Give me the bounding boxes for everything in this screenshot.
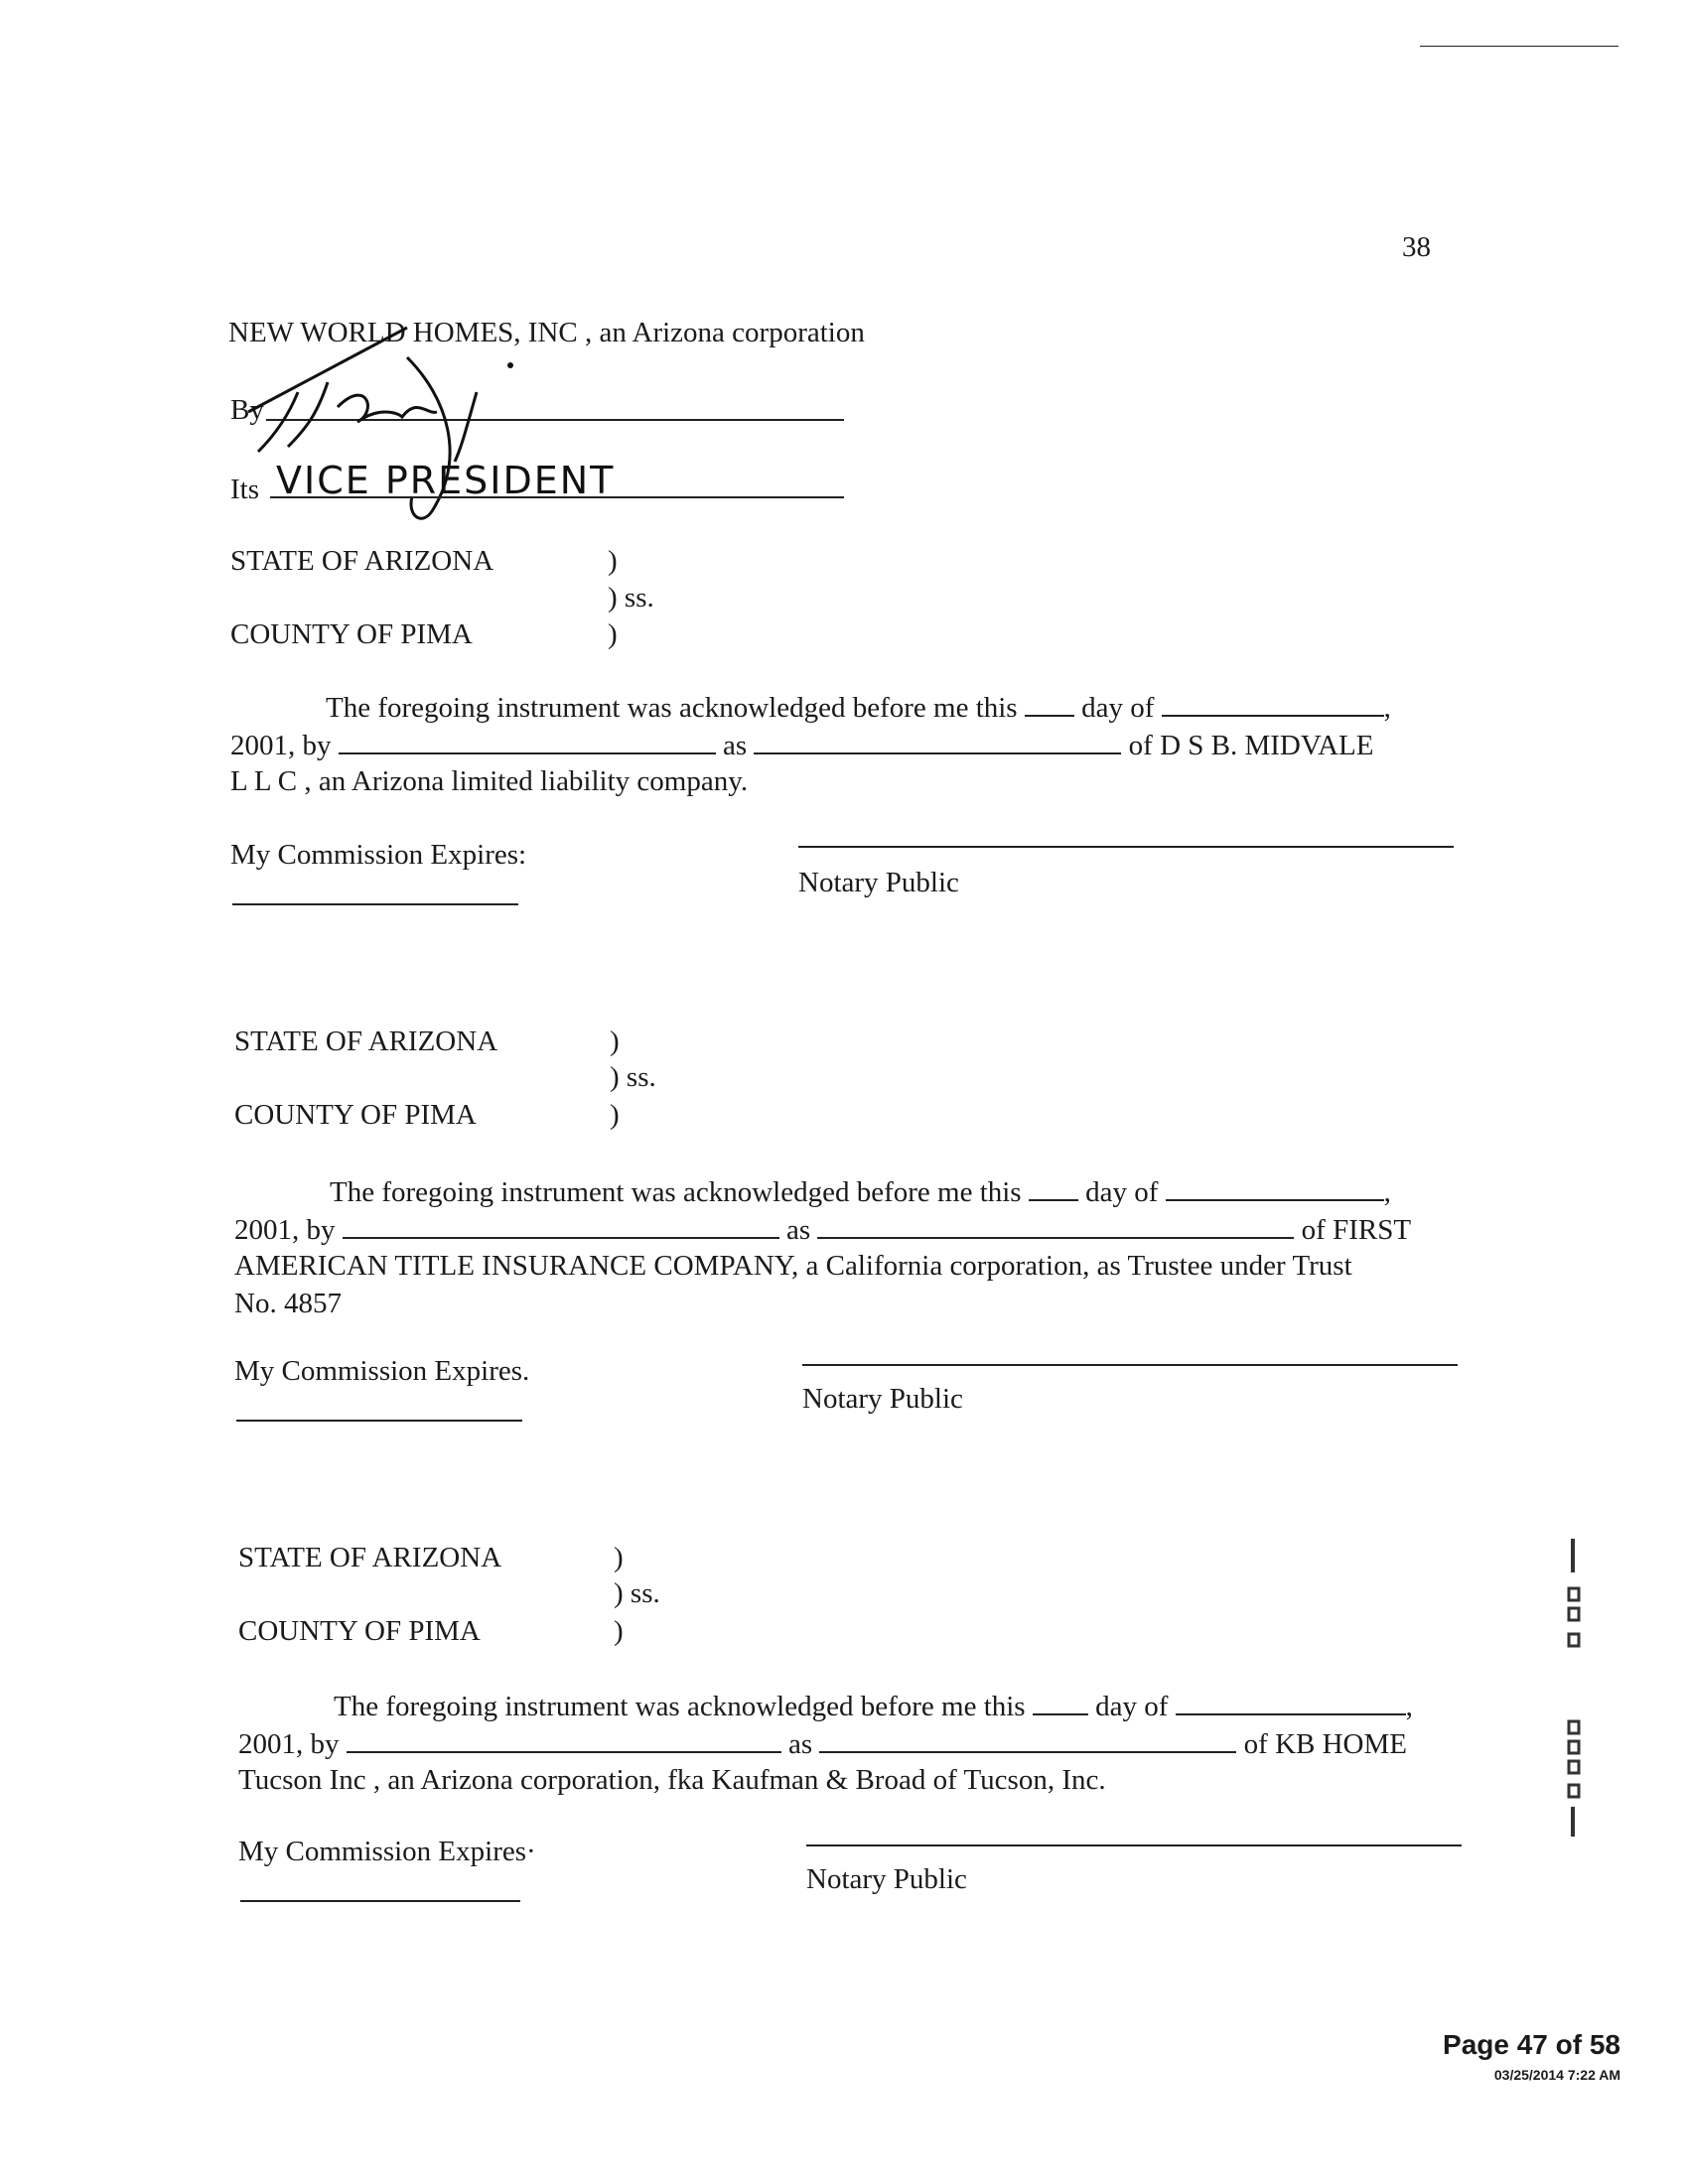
county-label: COUNTY OF PIMA (238, 1615, 481, 1647)
page-number: 38 (1402, 231, 1431, 263)
state-label: STATE OF ARIZONA (234, 1025, 498, 1057)
timestamp: 03/25/2014 7:22 AM (1493, 2067, 1620, 2083)
acknowledgment-text: The foregoing instrument was acknowledged before me this (330, 1176, 1022, 1208)
year-by-label: 2001, by (238, 1728, 340, 1760)
header-rule (1420, 46, 1618, 47)
as-label: as (788, 1728, 813, 1760)
signer-title-blank (754, 727, 1121, 754)
entity-description: Tucson Inc , an Arizona corporation, fka Kaufman & Broad of Tucson, Inc. (238, 1764, 1106, 1796)
signer-title-blank (819, 1725, 1236, 1753)
notary-signature-line (802, 1364, 1458, 1366)
page-count: Page 47 of 58 (1443, 2029, 1620, 2060)
commission-label: My Commission Expires· (238, 1836, 536, 1867)
signer-name-blank (347, 1725, 781, 1753)
entity-description: AMERICAN TITLE INSURANCE COMPANY, a California corporation, as Trustee under Trust (234, 1250, 1352, 1282)
day-of-label: day of (1085, 1176, 1159, 1208)
day-blank (1029, 1173, 1078, 1201)
state-label: STATE OF ARIZONA (230, 545, 494, 577)
its-title-handwritten: VICE PRESIDENT (276, 459, 616, 502)
acknowledgment-text: The foregoing instrument was acknowledged before me this (334, 1691, 1026, 1722)
acknowledgment-line: The foregoing instrument was acknowledged before me this day of , (330, 1173, 1391, 1209)
entity-label: of KB HOME (1243, 1728, 1408, 1760)
paren: ) (608, 618, 618, 650)
day-of-label: day of (1095, 1691, 1169, 1722)
month-blank (1166, 1173, 1384, 1201)
paren: ) (610, 1099, 620, 1131)
state-label: STATE OF ARIZONA (238, 1542, 502, 1573)
day-of-label: day of (1081, 692, 1155, 724)
its-label: Its (230, 474, 259, 505)
ss-label: ) ss. (610, 1061, 656, 1093)
commission-label: My Commission Expires. (234, 1355, 530, 1387)
ss-label: ) ss. (608, 582, 654, 614)
entity-description-cont: No. 4857 (234, 1288, 342, 1319)
notary-public-label: Notary Public (806, 1863, 967, 1895)
signer-title-blank (817, 1211, 1294, 1239)
paren: ) (614, 1542, 624, 1573)
acknowledgment-text: The foregoing instrument was acknowledged before me this (326, 692, 1018, 724)
commission-label: My Commission Expires: (230, 839, 527, 871)
paren: ) (610, 1025, 620, 1057)
company-name: NEW WORLD HOMES, INC , an Arizona corporation (228, 317, 865, 348)
entity-label: of D S B. MIDVALE (1128, 730, 1374, 761)
ss-label: ) ss. (614, 1577, 660, 1609)
year-by-label: 2001, by (230, 730, 332, 761)
commission-date-line (236, 1420, 522, 1422)
recording-stamp-marks (1561, 1537, 1591, 1844)
as-label: as (723, 730, 748, 761)
notary-signature-line (806, 1844, 1462, 1846)
entity-label: of FIRST (1301, 1214, 1412, 1246)
county-label: COUNTY OF PIMA (230, 618, 473, 650)
its-title-line (270, 496, 844, 498)
notary-public-label: Notary Public (802, 1383, 963, 1415)
signer-name-blank (339, 727, 716, 754)
signer-name-blank (343, 1211, 779, 1239)
paren: ) (614, 1615, 624, 1647)
acknowledgment-line: The foregoing instrument was acknowledged before me this day of , (326, 689, 1391, 725)
acknowledgment-line-2 (238, 1725, 1407, 1761)
as-label: as (786, 1214, 811, 1246)
entity-description: L L C , an Arizona limited liability company. (230, 765, 749, 797)
acknowledgment-line-2 (230, 727, 1373, 762)
paren: ) (608, 545, 618, 577)
acknowledgment-line-2 (234, 1211, 1411, 1247)
month-blank (1162, 689, 1384, 717)
county-label: COUNTY OF PIMA (234, 1099, 477, 1131)
notary-public-label: Notary Public (798, 867, 959, 898)
month-blank (1176, 1688, 1406, 1715)
by-label: By (230, 394, 264, 426)
acknowledgment-line: The foregoing instrument was acknowledged before me this day of , (334, 1688, 1413, 1723)
day-blank (1033, 1688, 1088, 1715)
notary-signature-line (798, 846, 1454, 848)
commission-date-line (232, 903, 518, 905)
day-blank (1025, 689, 1074, 717)
year-by-label: 2001, by (234, 1214, 336, 1246)
commission-date-line (240, 1900, 520, 1902)
